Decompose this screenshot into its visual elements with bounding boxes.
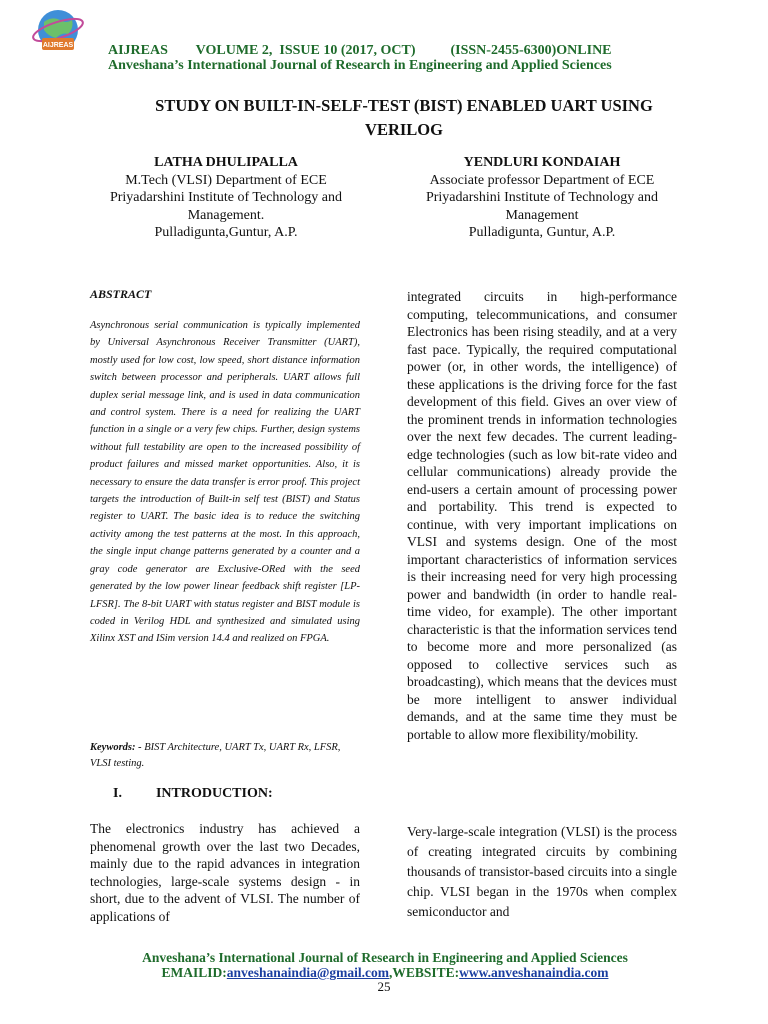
keywords <box>90 740 360 772</box>
section-number: I. <box>113 786 122 801</box>
website-label: ,WEBSITE: <box>389 965 460 980</box>
journal-globe-logo-icon <box>28 4 88 64</box>
body-paragraph: Very-large-scale integration (VLSI) is the process of creating integrated circuits by combining thousands of transistor-based circuits into a single chip. VLSI began in the 1970s when complex semiconductor and <box>407 824 677 919</box>
paper-title: STUDY ON BUILT-IN-SELF-TEST (BIST) ENABLED UART USING VERILOG <box>155 96 653 139</box>
section-heading <box>113 786 273 802</box>
journal-header-line: AIJREAS VOLUME 2, ISSUE 10 (2017, OCT) (ISSN-2455-6300)ONLINE <box>108 43 612 58</box>
author-department: M.Tech (VLSI) Department of ECE <box>125 172 327 188</box>
section-title: INTRODUCTION: <box>155 786 273 801</box>
footer-journal-name: Anveshana’s International Journal of Research in Engineering and Applied Sciences <box>142 950 628 965</box>
author-block-1 <box>76 154 376 242</box>
author-name: LATHA DHULIPALLA <box>154 155 298 170</box>
keywords-text: BIST Architecture, UART Tx, UART Rx, LFSR, VLSI testing. <box>90 742 341 769</box>
author-institute: Priyadarshini Institute of Technology and Management <box>425 190 659 223</box>
body-paragraph: integrated circuits in high-performance computing, telecommunications, and consumer Electronics has been rising steadily, and at a very fast pace. Typically, the required computational power (or, in other words, the intelligence) of these applications is the driving force for the fast development of this field. Gives an over view of the prominent trends in information technologies over the next few decades. The current leading-edge technologies (such as low bit-rate video and cellular communications) already provide the end-users a certain amount of processing power and portability. This trend is expected to continue, with very important implications on VLSI and systems design. One of the most important characteristics of information services is their increasing need for very high processing power and bandwidth (in order to handle real-time video, for example). The other important characteristic is that the information services tend to become more and more personalized (as opposed to collective services such as broadcasting), which means that the devices must be more intelligent to answer individual demands, and at the same time they must be portable to allow more flexibility/mobility. <box>407 289 677 742</box>
author-location: Pulladigunta,Guntur, A.P. <box>154 225 298 240</box>
author-institute: Priyadarshini Institute of Technology and Management. <box>109 190 343 223</box>
journal-name: Anveshana’s International Journal of Research in Engineering and Applied Sciences <box>108 58 612 73</box>
email-label: EMAILID: <box>161 965 227 980</box>
author-name: YENDLURI KONDAIAH <box>463 155 621 170</box>
email-link[interactable]: anveshanaindia@gmail.com <box>226 965 390 980</box>
introduction-text: The electronics industry has achieved a phenomenal growth over the last two Decades, mainly due to the rapid advances in integration technologies, large-scale systems design - in short, due to the advent of VLSI. The number of applications of <box>90 821 360 924</box>
abstract-text: Asynchronous serial communication is typically implemented by Universal Asynchronous Receiver Transmitter (UART), mostly used for low cost, low speed, short distance information switch between processor and peripherals. UART allows full duplex serial message link, and is used in data communication and control system. There is a need for realizing the UART function in a single or a very few chips. Further, design systems without full testability are open to the increased possibility of product failures and missed market opportunities. Also, it is necessary to ensure the data transfer is error proof. This project targets the introduction of Built-in self test (BIST) and Status register to UART. The basic idea is to reduce the switching activity among the test patterns at the most. In this approach, the single input change patterns generated by a counter and a gray code generator are Exclusive-ORed with the seed generated by the low power linear feedback shift register [LP-LFSR]. The 8-bit UART with status register and BIST module is coded in Verilog HDL and synthesized and simulated using Xilinx XST and ISim version 14.4 and realized on FPGA. <box>90 320 360 645</box>
keywords-label: Keywords: - <box>90 742 142 753</box>
abstract-heading: ABSTRACT <box>90 287 152 301</box>
author-block-2 <box>392 154 692 242</box>
author-department: Associate professor Department of ECE <box>429 172 655 188</box>
website-link[interactable]: www.anveshanaindia.com <box>459 965 609 980</box>
journal-logo <box>28 4 88 64</box>
logo-text: AIJREAS <box>42 42 74 49</box>
author-location: Pulladigunta, Guntur, A.P. <box>468 225 616 240</box>
page-number: 25 <box>377 979 391 994</box>
